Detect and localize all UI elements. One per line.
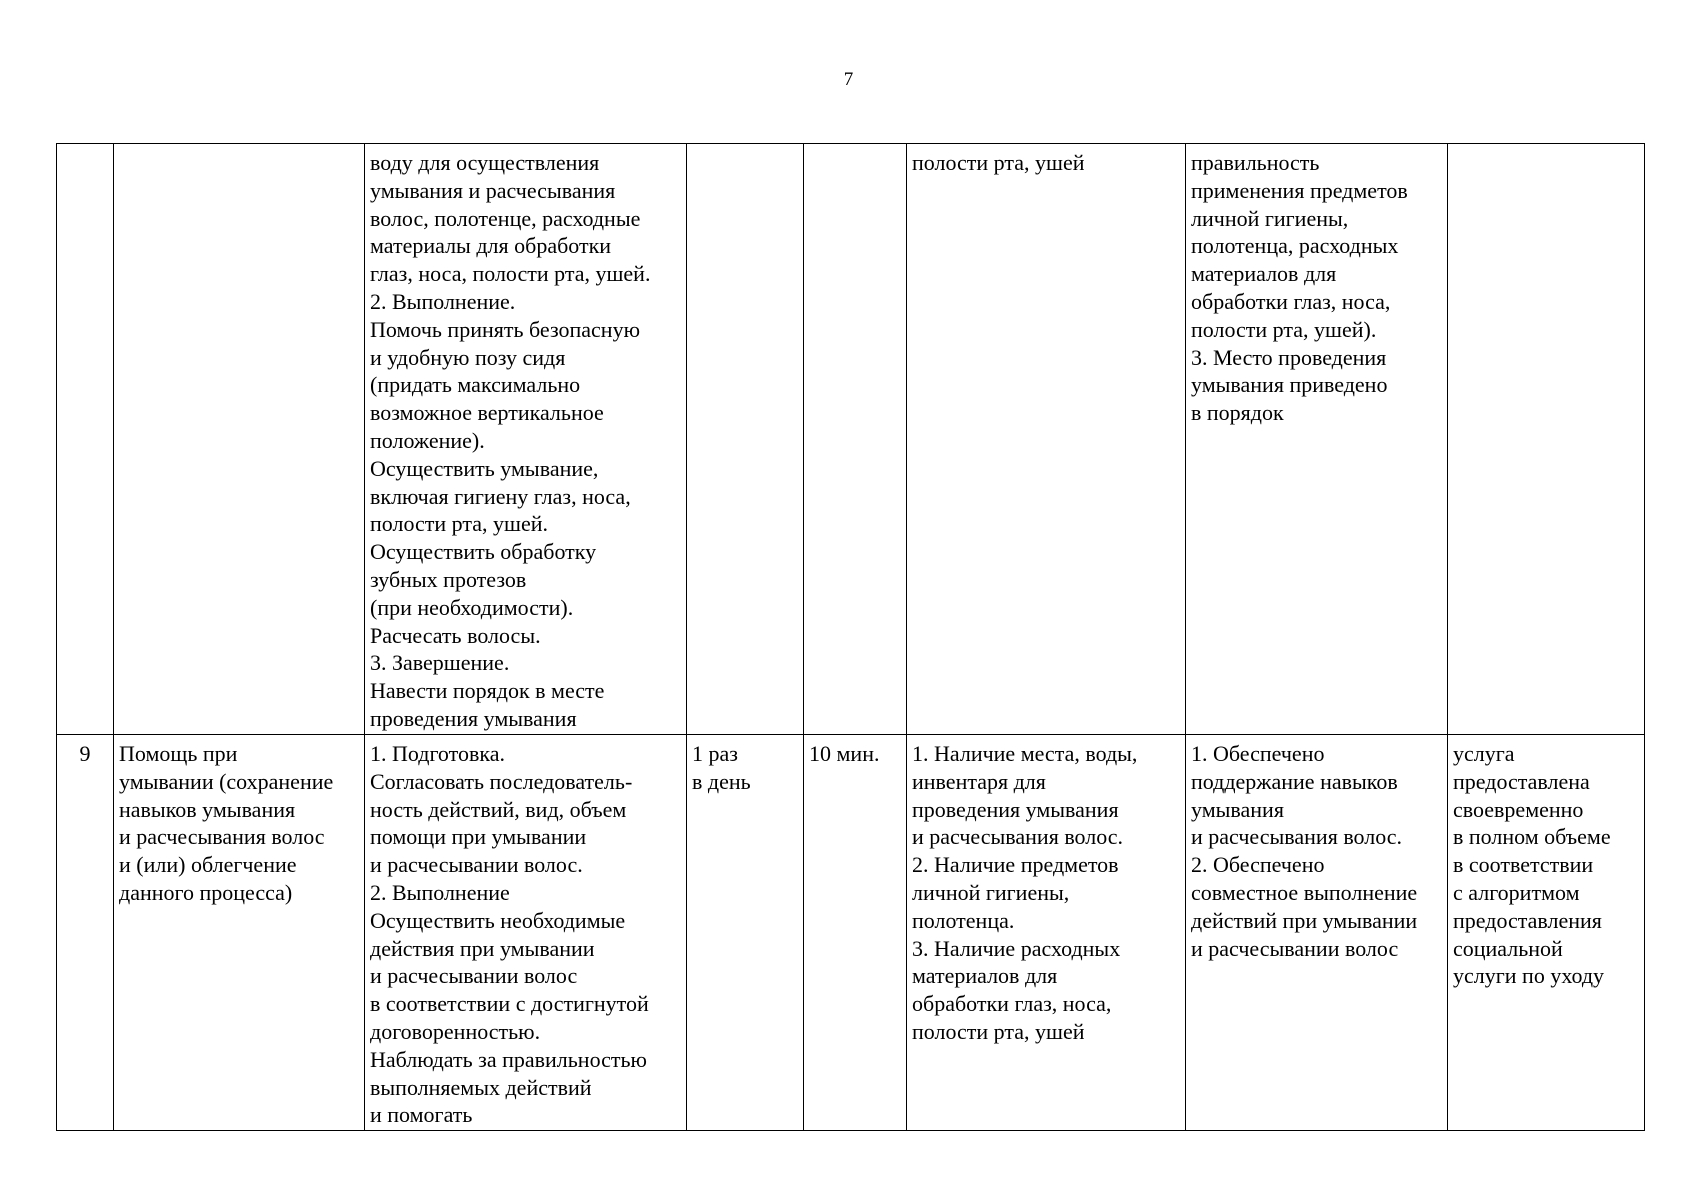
cell-frequency: 1 раз в день — [687, 735, 804, 1131]
cell-row-number — [57, 144, 114, 735]
cell-row-number: 9 — [57, 735, 114, 1131]
cell-actions: воду для осуществления умывания и расчесывания волос, полотенце, расходные материалы для обработки глаз, носа, полости рта, ушей. 2. Выполнение. Помочь принять безопасную и удобную позу сидя (придать максимально возможное вертикальное положение). Осуществить умывание, включая гигиену глаз, носа, полости рта, ушей. Осуществить обработку зубных протезов (при необходимости). Расчесать волосы. 3. Завершение. Навести порядок в месте проведения умывания — [365, 144, 687, 735]
page-number: 7 — [843, 69, 854, 90]
cell-quality — [1448, 144, 1645, 735]
table-row — [57, 735, 1645, 1131]
cell-service-name — [114, 144, 365, 735]
cell-duration: 10 мин. — [804, 735, 907, 1131]
table-row — [57, 144, 1645, 735]
cell-results: 1. Обеспечено поддержание навыков умывания и расчесывания волос. 2. Обеспечено совместное выполнение действий при умывании и расчесывании волос — [1186, 735, 1448, 1131]
cell-conditions: 1. Наличие места, воды, инвентаря для проведения умывания и расчесывания волос. 2. Наличие предметов личной гигиены, полотенца. 3. Наличие расходных материалов для обработки глаз, носа, полости рта, ушей — [907, 735, 1186, 1131]
cell-frequency — [687, 144, 804, 735]
service-standards-table — [56, 143, 1645, 1131]
cell-actions: 1. Подготовка. Согласовать последователь- ность действий, вид, объем помощи при умывании и расчесывании волос. 2. Выполнение Осуществить необходимые действия при умывании и расчесывании волос в соответствии с достигнутой договоренностью. Наблюдать за правильностью выполняемых действий и помогать — [365, 735, 687, 1131]
cell-duration — [804, 144, 907, 735]
cell-results: правильность применения предметов личной гигиены, полотенца, расходных материалов для обработки глаз, носа, полости рта, ушей). 3. Место проведения умывания приведено в порядок — [1186, 144, 1448, 735]
cell-quality: услуга предоставлена своевременно в полном объеме в соответствии с алгоритмом предоставления социальной услуги по уходу — [1448, 735, 1645, 1131]
cell-conditions: полости рта, ушей — [907, 144, 1186, 735]
cell-service-name: Помощь при умывании (сохранение навыков умывания и расчесывания волос и (или) облегчение данного процесса) — [114, 735, 365, 1131]
